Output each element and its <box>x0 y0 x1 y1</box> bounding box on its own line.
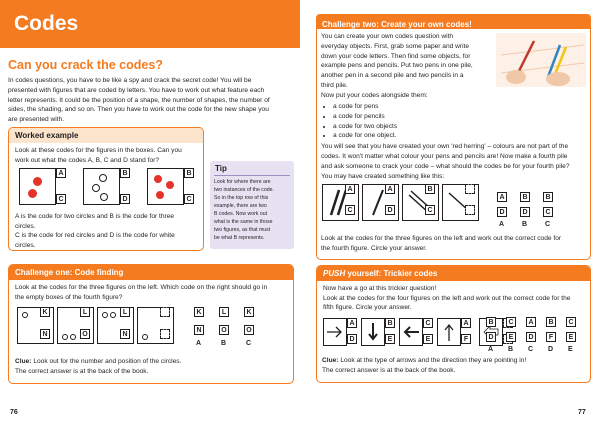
empty-code-cell <box>160 329 170 339</box>
option-code-cell: B <box>543 192 553 202</box>
down-arrow-icon <box>362 319 384 345</box>
push-heading <box>317 266 590 281</box>
challenge-one-heading: Challenge one: Code finding <box>9 265 293 280</box>
option-label[interactable]: D <box>548 346 554 353</box>
option-label[interactable]: A <box>499 221 505 228</box>
text-line: Look for where there are <box>214 179 271 185</box>
code-cell: C <box>345 205 355 215</box>
white-circle <box>99 174 107 182</box>
option-code-cell: C <box>566 317 576 327</box>
option-label[interactable]: C <box>528 346 534 353</box>
option-code-cell: D <box>497 207 507 217</box>
text-line: fifth figure. Circle your answer. <box>323 304 412 312</box>
text-line: third pile. <box>321 81 348 89</box>
arrow-figure <box>361 318 385 346</box>
text-line: another pen in a second pile and two pencils in a <box>321 72 464 80</box>
text-line: the empty boxes of the fourth figure? <box>15 293 123 301</box>
option-code-cell: O <box>219 325 229 335</box>
title-bar <box>0 0 300 48</box>
worked-example-answer <box>15 212 201 250</box>
option-label[interactable]: B <box>221 340 227 347</box>
bullet-item: • a code for pencils <box>333 112 521 122</box>
pens-photo <box>496 33 586 87</box>
option-label[interactable]: C <box>246 340 252 347</box>
text-line: Look at these codes for the figures in the boxes. Can you <box>15 147 182 154</box>
code-cell: C <box>425 205 435 215</box>
text-line: the fourth figure. Circle your answer. <box>321 244 427 252</box>
option-code-cell: K <box>244 307 254 317</box>
white-circle <box>110 312 116 318</box>
red-circle <box>154 175 162 183</box>
code-cell: B <box>425 184 435 194</box>
tip-box <box>210 161 294 249</box>
worked-example-heading: Worked example <box>9 128 203 143</box>
arrow-figure <box>399 318 423 346</box>
text-line: be what B represents. <box>214 235 265 241</box>
page-number: 77 <box>578 409 586 416</box>
answer-note: The correct answer is at the back of the book. <box>322 366 456 374</box>
code-cell: K <box>40 307 50 317</box>
challenge-two-outro <box>321 234 589 254</box>
white-circle <box>92 184 100 192</box>
option-code-cell: O <box>244 325 254 335</box>
code-figure <box>147 168 184 205</box>
text-line: C is the code for red circles and D is the code for white <box>15 232 175 240</box>
answer-note: The correct answer is at the back of the book. <box>15 367 149 375</box>
code-cell: B <box>385 318 395 328</box>
option-code-cell: K <box>194 307 204 317</box>
option-label[interactable]: C <box>545 221 551 228</box>
red-circle <box>166 181 174 189</box>
tip-text <box>210 178 294 242</box>
text-line: work out what the codes A, B, C and D stand for? <box>15 156 160 164</box>
push-clue <box>322 356 587 376</box>
bullet-item: • a code for pens <box>333 102 521 112</box>
red-circle <box>33 177 42 186</box>
red-circle <box>28 189 37 198</box>
worked-example-box <box>8 127 204 251</box>
intro-line: sides, the shading, and so on. Then you have to work out the code for the new shape you <box>8 106 269 114</box>
option-code-cell: D <box>526 332 536 342</box>
red-herring-paragraph <box>321 142 589 171</box>
white-circle <box>100 193 108 201</box>
text-line: circles. <box>15 241 36 249</box>
challenge-one-box <box>8 264 294 384</box>
clue-text: Look out for the number and position of the circles. <box>33 358 182 365</box>
text-line: and ask someone to crack your code – what should the codes be for your fourth pile? <box>321 162 570 170</box>
code-cell: C <box>56 194 66 204</box>
code-cell: B <box>120 168 130 178</box>
code-cell: A <box>385 184 395 194</box>
challenge-two-now: Now put your codes alongside them: <box>321 92 428 99</box>
text-line: Look at the codes for the three figures on the left and work out the correct code for <box>321 235 562 242</box>
code-cell: N <box>40 329 50 339</box>
text-line: A is the code for two circles and B is the code for three <box>15 213 175 220</box>
tip-heading: Tip <box>215 164 227 173</box>
option-code-cell: B <box>546 317 556 327</box>
option-code-cell: L <box>219 307 229 317</box>
up-arrow-icon <box>438 319 460 345</box>
left-arrow-icon <box>400 319 422 345</box>
text-line: You can create your own codes question with <box>321 33 454 40</box>
code-cell: A <box>461 318 471 328</box>
option-code-cell: A <box>526 317 536 327</box>
code-cell: D <box>120 194 130 204</box>
code-cell: L <box>80 307 90 317</box>
option-code-cell: A <box>497 192 507 202</box>
text-line: So in the top row of this <box>214 195 269 201</box>
option-code-cell: B <box>520 192 530 202</box>
text-line: You will see that you have created your own 'red herring' – colours are not part of the <box>321 143 569 150</box>
text-line: two figures, as that must <box>214 227 271 233</box>
option-code-cell: C <box>543 207 553 217</box>
code-cell: C <box>184 194 194 204</box>
right-arrow-icon <box>324 319 346 345</box>
text-line: B codes. Now work out <box>214 211 268 217</box>
text-line: circles. <box>15 222 36 230</box>
push-heading-rest: yourself: Trickier codes <box>345 269 438 278</box>
text-line: example pens and pencils. Put two pens in one pile, <box>321 62 473 70</box>
intro-line: are presented with. <box>8 116 65 124</box>
text-line: everyday objects. First, grab some paper and write <box>321 42 470 50</box>
code-cell: E <box>423 334 433 344</box>
text-line: Look at the codes for the three figures on the left. Which code on the right should go in <box>15 284 268 291</box>
may-have-text: You may have created something like this: <box>321 173 445 180</box>
white-circle <box>70 334 76 340</box>
empty-code-cell <box>465 184 475 194</box>
divider <box>214 175 290 176</box>
option-code-cell: F <box>546 332 556 342</box>
challenge-one-question <box>15 283 291 302</box>
text-line: Look at the codes for the four figures on the left and work out the correct code for the <box>323 294 571 302</box>
code-figure <box>19 168 56 205</box>
text-line: what is the same in those <box>214 219 273 225</box>
challenge-one-clue <box>15 357 291 376</box>
text-line: down your code letters. Then find some objects, for <box>321 52 471 60</box>
clue-label: Clue: <box>15 358 32 365</box>
code-cell: A <box>347 318 357 328</box>
code-cell: C <box>423 318 433 328</box>
red-circle <box>156 191 164 199</box>
section-subtitle: Can you crack the codes? <box>8 58 163 72</box>
option-label[interactable]: E <box>568 346 573 353</box>
code-cell: D <box>385 205 395 215</box>
push-word: PUSH <box>323 269 346 278</box>
code-cell: L <box>120 307 130 317</box>
intro-line: letter represents. It could be the position of a shape, the number of shapes, the number of <box>8 96 270 104</box>
code-cell: E <box>385 334 395 344</box>
white-circle <box>22 312 28 318</box>
text-line: example, there are two <box>214 203 267 209</box>
worked-example-question <box>15 146 201 165</box>
white-circle <box>62 334 68 340</box>
code-figure <box>83 168 120 205</box>
intro-line: In codes questions, you have to be like a spy and crack the secret code! You will be <box>8 77 252 84</box>
empty-code-cell <box>465 205 475 215</box>
page-title: Codes <box>14 12 79 35</box>
code-cell: B <box>184 168 194 178</box>
clue-text: Look at the type of arrows and the direction they are pointing in! <box>340 357 527 364</box>
option-label[interactable]: A <box>196 340 202 347</box>
option-label[interactable]: A <box>488 346 494 353</box>
challenge-two-intro <box>321 32 496 91</box>
option-code-cell: C <box>506 317 516 327</box>
code-cell: A <box>345 184 355 194</box>
empty-code-cell <box>160 307 170 317</box>
option-code-cell: D <box>486 332 496 342</box>
intro-line: presented with figures that are coded by letters. You have to work out what feature each <box>8 86 265 94</box>
option-code-cell: E <box>506 332 516 342</box>
bullet-item: • a code for one object. <box>333 131 521 141</box>
challenge-two-heading: Challenge two: Create your own codes! <box>322 20 472 29</box>
white-circle <box>142 334 148 340</box>
challenge-two-header <box>316 14 591 29</box>
option-code-cell: E <box>566 332 576 342</box>
bullet-item: • a code for two objects <box>333 122 521 132</box>
code-bullet-list <box>321 102 521 141</box>
option-code-cell: D <box>520 207 530 217</box>
push-intro <box>323 284 589 313</box>
text-line: two instances of the code. <box>214 187 274 193</box>
page-number: 76 <box>10 409 18 416</box>
white-circle <box>102 312 108 318</box>
option-label[interactable]: B <box>522 221 528 228</box>
text-line: Now have a go at this trickier question! <box>323 285 437 292</box>
text-line: codes. It won't matter what colour your pens and pencils are! Now make a fourth pile <box>321 152 568 160</box>
option-label[interactable]: B <box>508 346 514 353</box>
code-cell: O <box>80 329 90 339</box>
pens-illustration <box>496 33 586 87</box>
intro-paragraph <box>8 76 298 125</box>
code-cell: A <box>56 168 66 178</box>
code-cell: F <box>461 334 471 344</box>
arrow-figure <box>437 318 461 346</box>
option-code-cell: N <box>194 325 204 335</box>
code-cell: N <box>120 329 130 339</box>
code-cell: D <box>347 334 357 344</box>
clue-label: Clue: <box>322 357 339 364</box>
arrow-figure <box>323 318 347 346</box>
option-code-cell: B <box>486 317 496 327</box>
